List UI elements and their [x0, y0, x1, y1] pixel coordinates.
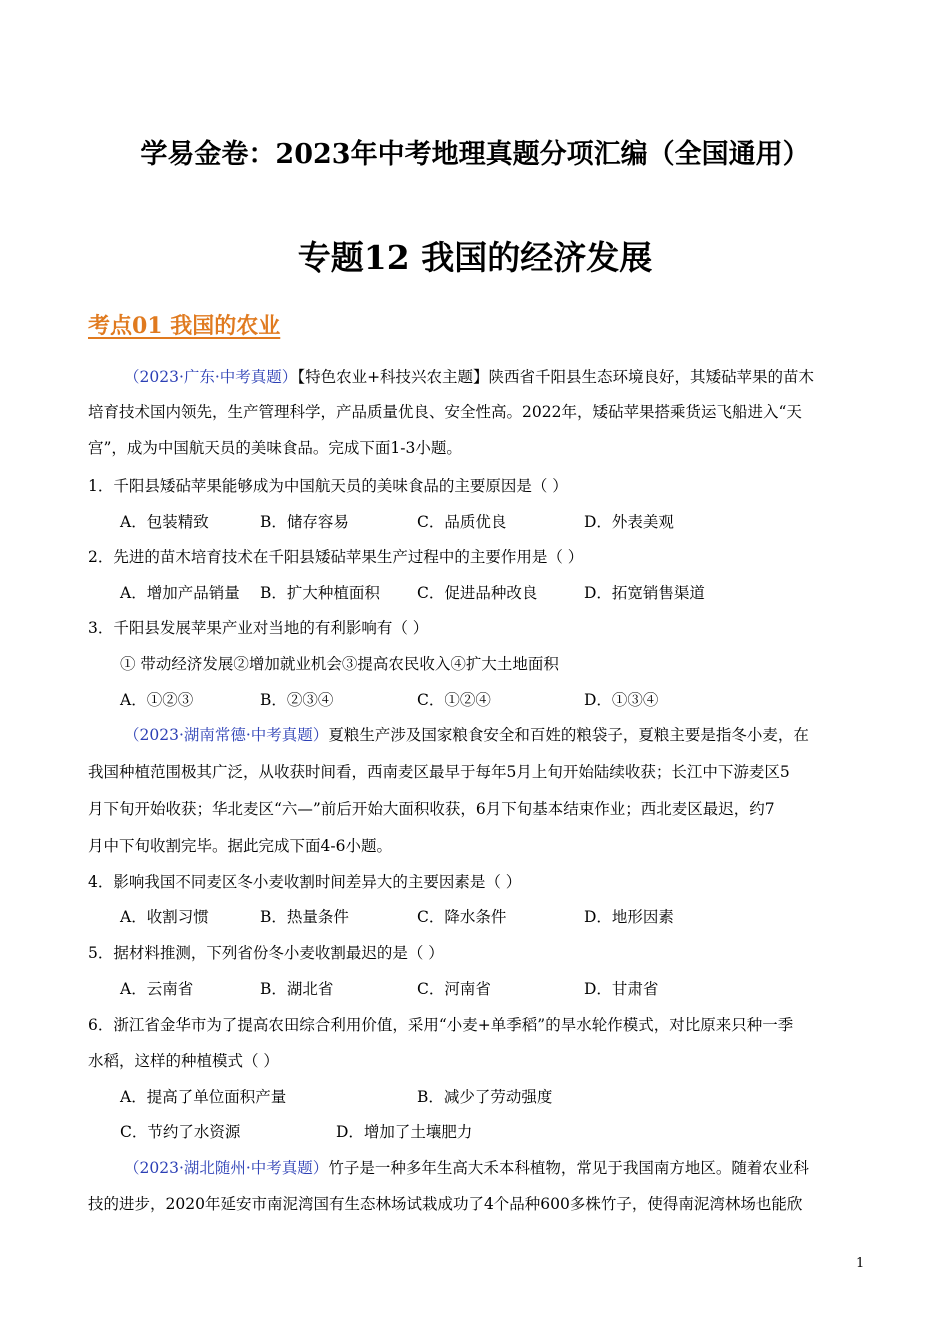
q2-option-b: B．扩大种植面积 — [260, 584, 380, 602]
q3-statements: ① 带动经济发展②增加就业机会③提高农民收入④扩大土地面积 — [120, 655, 559, 673]
q5-option-c: C．河南省 — [417, 980, 491, 998]
passage-1-line-3: 宫”，成为中国航天员的美味食品。完成下面1-3小题。 — [88, 439, 462, 457]
section-heading: 考点01 我国的农业 — [88, 313, 281, 339]
passage-text: 竹子是一种多年生高大禾本科植物，常见于我国南方地区。随着农业科 — [328, 1159, 809, 1177]
q4-option-d: D．地形因素 — [584, 908, 674, 926]
question-3-stem: 3．千阳县发展苹果产业对当地的有利影响有（ ） — [88, 619, 429, 637]
passage-3-line-2: 技的进步，2020年延安市南泥湾国有生态林场试栽成功了4个品种600多株竹子，使得南泥湾林场也能欣 — [88, 1195, 803, 1213]
q6-option-c: C．节约了水资源 — [120, 1123, 241, 1141]
q4-option-b: B．热量条件 — [260, 908, 349, 926]
q2-option-a: A．增加产品销量 — [120, 584, 240, 602]
passage-2-line-2: 我国种植范围极其广泛，从收获时间看，西南麦区最早于每年5月上旬开始陆续收获；长江中下游麦区5 — [88, 763, 790, 781]
passage-2-line-3: 月下旬开始收获；华北麦区“六—”前后开始大面积收获，6月下旬基本结束作业；西北麦区最迟，约7 — [88, 800, 775, 818]
q2-option-c: C．促进品种改良 — [417, 584, 538, 602]
source-label: （2023·广东·中考真题） — [124, 368, 298, 386]
source-label: （2023·湖南常德·中考真题） — [124, 726, 329, 744]
passage-text: 【特色农业+科技兴农主题】陕西省千阳县生态环境良好，其矮砧苹果的苗木 — [297, 368, 815, 386]
passage-1-line-1 — [88, 367, 863, 387]
q5-option-d: D．甘肃省 — [584, 980, 659, 998]
q1-option-b: B．储存容易 — [260, 513, 349, 531]
source-label: （2023·湖北随州·中考真题） — [124, 1159, 329, 1177]
question-6-stem-line-2: 水稻，这样的种植模式（ ） — [88, 1052, 279, 1070]
passage-2-line-1 — [88, 725, 863, 745]
question-4-stem: 4．影响我国不同麦区冬小麦收割时间差异大的主要因素是（ ） — [88, 873, 522, 891]
q1-option-c: C．品质优良 — [417, 513, 507, 531]
q3-option-b: B．②③④ — [260, 691, 334, 709]
page-number: 1 — [856, 1256, 865, 1271]
q1-option-d: D．外表美观 — [584, 513, 674, 531]
question-1-stem: 1．千阳县矮砧苹果能够成为中国航天员的美味食品的主要原因是（ ） — [88, 477, 568, 495]
question-6-stem-line-1: 6．浙江省金华市为了提高农田综合利用价值，采用“小麦+单季稻”的旱水轮作模式，对比原来只种一季 — [88, 1016, 794, 1034]
q6-option-a: A．提高了单位面积产量 — [120, 1088, 287, 1106]
q3-option-d: D．①③④ — [584, 691, 659, 709]
q6-option-b: B．减少了劳动强度 — [417, 1088, 553, 1106]
passage-text: 夏粮生产涉及国家粮食安全和百姓的粮袋子，夏粮主要是指冬小麦，在 — [328, 726, 809, 744]
question-5-stem: 5．据材料推测，下列省份冬小麦收割最迟的是（ ） — [88, 944, 444, 962]
question-2-stem: 2．先进的苗木培育技术在千阳县矮砧苹果生产过程中的主要作用是（ ） — [88, 548, 584, 566]
passage-1-line-2: 培育技术国内领先，生产管理科学，产品质量优良、安全性高。2022年，矮砧苹果搭乘货运飞船进入“天 — [88, 403, 802, 421]
q3-option-c: C．①②④ — [417, 691, 491, 709]
q4-option-c: C．降水条件 — [417, 908, 507, 926]
q1-option-a: A．包装精致 — [120, 513, 209, 531]
passage-3-line-1 — [88, 1158, 863, 1178]
document-title: 学易金卷：2023年中考地理真题分项汇编（全国通用） — [140, 139, 810, 170]
topic-title: 专题12 我国的经济发展 — [297, 238, 653, 277]
passage-2-line-4: 月中下旬收割完毕。据此完成下面4-6小题。 — [88, 837, 392, 855]
q6-option-d: D．增加了土壤肥力 — [336, 1123, 473, 1141]
q3-option-a: A．①②③ — [120, 691, 194, 709]
q5-option-b: B．湖北省 — [260, 980, 334, 998]
q5-option-a: A．云南省 — [120, 980, 194, 998]
q4-option-a: A．收割习惯 — [120, 908, 209, 926]
q2-option-d: D．拓宽销售渠道 — [584, 584, 705, 602]
